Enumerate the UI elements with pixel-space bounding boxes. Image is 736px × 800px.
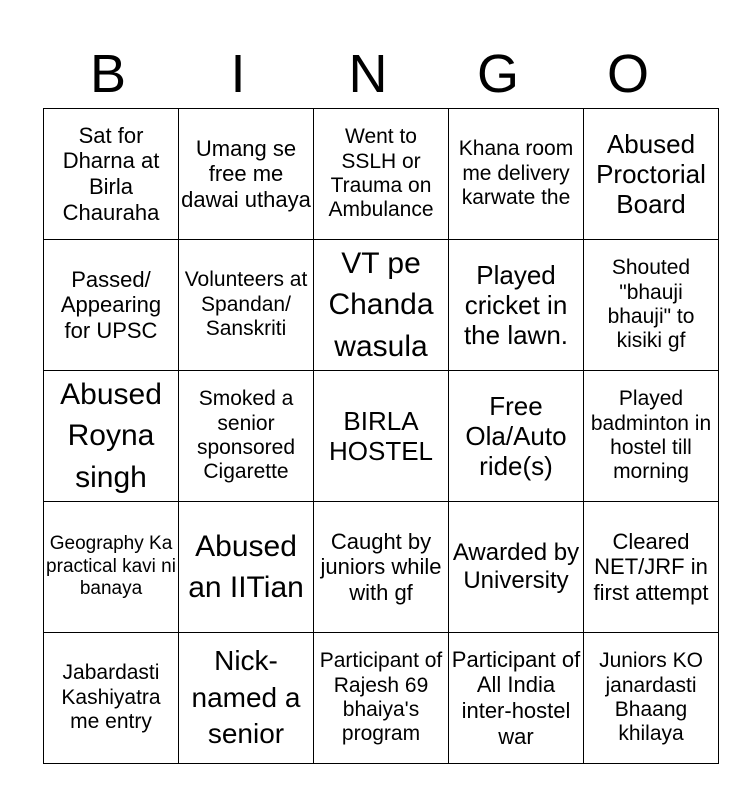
bingo-cell[interactable]: Nick-named a senior [179,633,314,764]
bingo-cell[interactable]: BIRLA HOSTEL [314,371,449,502]
bingo-cell[interactable]: Umang se free me dawai uthaya [179,109,314,240]
header-letter-n: N [348,44,388,104]
bingo-cell[interactable]: Geography Ka practical kavi ni banaya [44,502,179,633]
header-letter-i: I [230,44,246,104]
bingo-cell[interactable]: Cleared NET/JRF in first attempt [584,502,719,633]
bingo-cell[interactable]: Sat for Dharna at Birla Chauraha [44,109,179,240]
bingo-cell[interactable]: Jabardasti Kashiyatra me entry [44,633,179,764]
bingo-cell[interactable]: Participant of Rajesh 69 bhaiya's program [314,633,449,764]
bingo-cell[interactable]: VT pe Chanda wasula [314,240,449,371]
header-letter-b: B [89,44,127,104]
board-row [44,109,719,240]
bingo-cell[interactable]: Khana room me delivery karwate the [449,109,584,240]
bingo-cell[interactable]: Passed/ Appearing for UPSC [44,240,179,371]
bingo-cell[interactable]: Juniors KO janardasti Bhaang khilaya [584,633,719,764]
bingo-cell[interactable]: Abused Proctorial Board [584,109,719,240]
board-row [44,371,719,502]
bingo-cell[interactable]: Played cricket in the lawn. [449,240,584,371]
bingo-cell[interactable]: Abused an IITian [179,502,314,633]
bingo-cell[interactable]: Free Ola/Auto ride(s) [449,371,584,502]
bingo-board [43,108,719,764]
bingo-cell[interactable]: Smoked a senior sponsored Cigarette [179,371,314,502]
header-letter-o: O [606,44,649,104]
bingo-cell[interactable]: Awarded by University [449,502,584,633]
bingo-cell[interactable]: Shouted "bhauji bhauji" to kisiki gf [584,240,719,371]
board-row [44,633,719,764]
board-row [44,502,719,633]
bingo-cell[interactable]: Went to SSLH or Trauma on Ambulance [314,109,449,240]
bingo-cell[interactable]: Participant of All India inter-hostel war [449,633,584,764]
bingo-cell[interactable]: Played badminton in hostel till morning [584,371,719,502]
bingo-cell[interactable]: Abused Royna singh [44,371,179,502]
bingo-header [43,42,693,106]
header-letter-g: G [476,44,519,104]
bingo-cell[interactable]: Caught by juniors while with gf [314,502,449,633]
board-row [44,240,719,371]
bingo-cell[interactable]: Volunteers at Spandan/ Sanskriti [179,240,314,371]
